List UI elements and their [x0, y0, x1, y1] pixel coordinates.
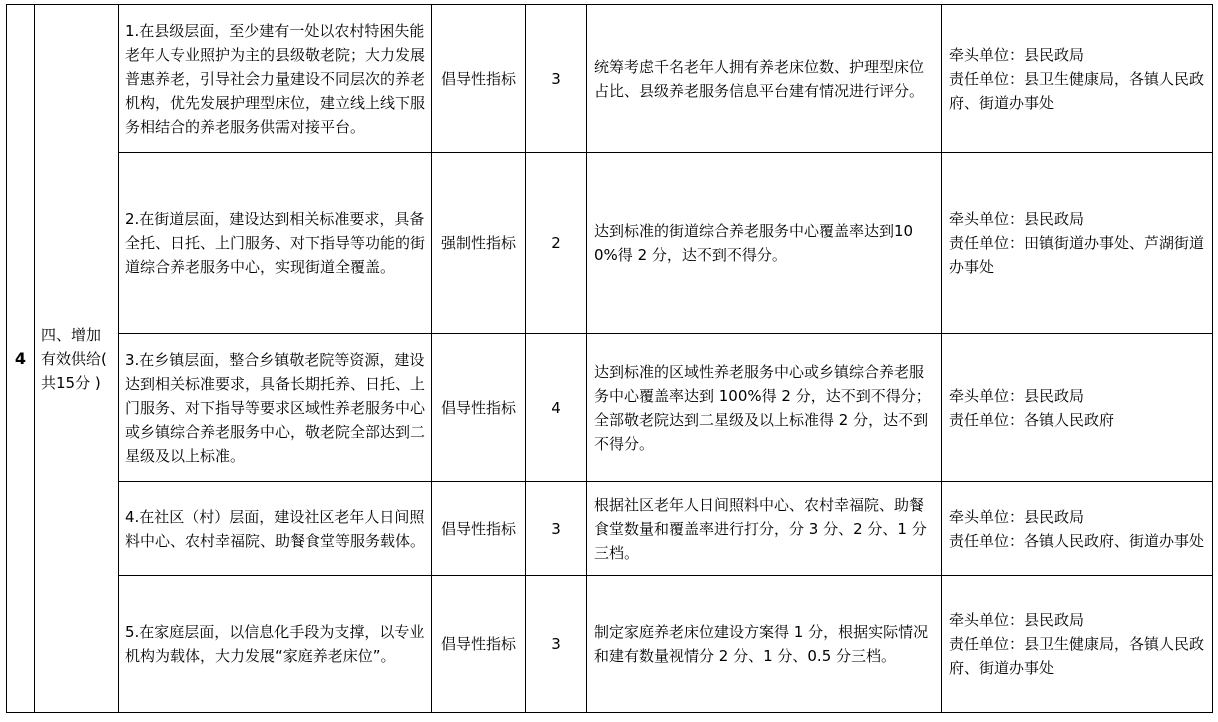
table-row [7, 482, 1213, 576]
responsible-unit: 责任单位：田镇街道办事处、芦湖街道办事处 [949, 234, 1205, 276]
indicator-type-cell: 倡导性指标 [432, 5, 526, 153]
item-category: 四、增加有效供给( 共15分 ) [35, 5, 119, 713]
responsible-units-cell [942, 576, 1213, 713]
lead-unit: 牵头单位：县民政局 [949, 45, 1085, 64]
item-number: 4 [7, 5, 35, 713]
evaluation-table [6, 4, 1213, 713]
table-row [7, 576, 1213, 713]
lead-unit: 牵头单位：县民政局 [949, 386, 1085, 405]
indicator-type-cell: 强制性指标 [432, 153, 526, 334]
score-cell: 2 [526, 153, 587, 334]
lead-unit: 牵头单位：县民政局 [949, 210, 1085, 228]
lead-unit: 牵头单位：县民政局 [949, 507, 1085, 526]
responsible-unit: 责任单位：各镇人民政府 [949, 410, 1115, 429]
requirement-cell: 5.在家庭层面，以信息化手段为支撑，以专业机构为载体，大力发展“家庭养老床位”。 [119, 576, 432, 713]
scoring-standard-cell: 根据社区老年人日间照料中心、农村幸福院、助餐食堂数量和覆盖率进行打分，分 3 分、2 分、1 分三档。 [587, 482, 942, 576]
requirement-cell: 3.在乡镇层面，整合乡镇敬老院等资源，建设达到相关标准要求，具备长期托养、日托、上门服务、对下指导等要求区域性养老服务中心或乡镇综合养老服务中心，敬老院全部达到二星级及以上标准。 [119, 334, 432, 482]
requirement-cell: 1.在县级层面，至少建有一处以农村特困失能老年人专业照护为主的县级敬老院；大力发展普惠养老，引导社会力量建设不同层次的养老机构，优先发展护理型床位，建立线上线下服务相结合的养老服务供需对接平台。 [119, 5, 432, 153]
lead-unit: 牵头单位：县民政局 [949, 611, 1085, 629]
responsible-unit: 责任单位：县卫生健康局，各镇人民政府、街道办事处 [949, 635, 1205, 677]
score-cell: 3 [526, 482, 587, 576]
scoring-standard-cell: 统筹考虑千名老年人拥有养老床位数、护理型床位占比、县级养老服务信息平台建有情况进行评分。 [587, 5, 942, 153]
scoring-standard-cell: 制定家庭养老床位建设方案得 1 分，根据实际情况和建有数量视情分 2 分、1 分、0.5 分三档。 [587, 576, 942, 713]
indicator-type-cell: 倡导性指标 [432, 334, 526, 482]
requirement-cell: 2.在街道层面，建设达到相关标准要求，具备全托、日托、上门服务、对下指导等功能的街道综合养老服务中心，实现街道全覆盖。 [119, 153, 432, 334]
responsible-unit: 责任单位：县卫生健康局，各镇人民政府、街道办事处 [949, 69, 1205, 112]
responsible-units-cell [942, 153, 1213, 334]
scoring-standard-cell: 达到标准的街道综合养老服务中心覆盖率达到100%得 2 分，达不到不得分。 [587, 153, 942, 334]
score-cell: 3 [526, 576, 587, 713]
table-row [7, 153, 1213, 334]
table-row [7, 5, 1213, 153]
score-cell: 4 [526, 334, 587, 482]
indicator-type-cell: 倡导性指标 [432, 482, 526, 576]
score-cell: 3 [526, 5, 587, 153]
responsible-units-cell [942, 5, 1213, 153]
responsible-units-cell [942, 334, 1213, 482]
table-row [7, 334, 1213, 482]
responsible-units-cell [942, 482, 1213, 576]
scoring-standard-cell: 达到标准的区域性养老服务中心或乡镇综合养老服务中心覆盖率达到 100%得 2 分，达不到不得分；全部敬老院达到二星级及以上标准得 2 分，达不到不得分。 [587, 334, 942, 482]
responsible-unit: 责任单位：各镇人民政府、街道办事处 [949, 531, 1205, 550]
indicator-type-cell: 倡导性指标 [432, 576, 526, 713]
requirement-cell: 4.在社区（村）层面，建设社区老年人日间照料中心、农村幸福院、助餐食堂等服务载体。 [119, 482, 432, 576]
